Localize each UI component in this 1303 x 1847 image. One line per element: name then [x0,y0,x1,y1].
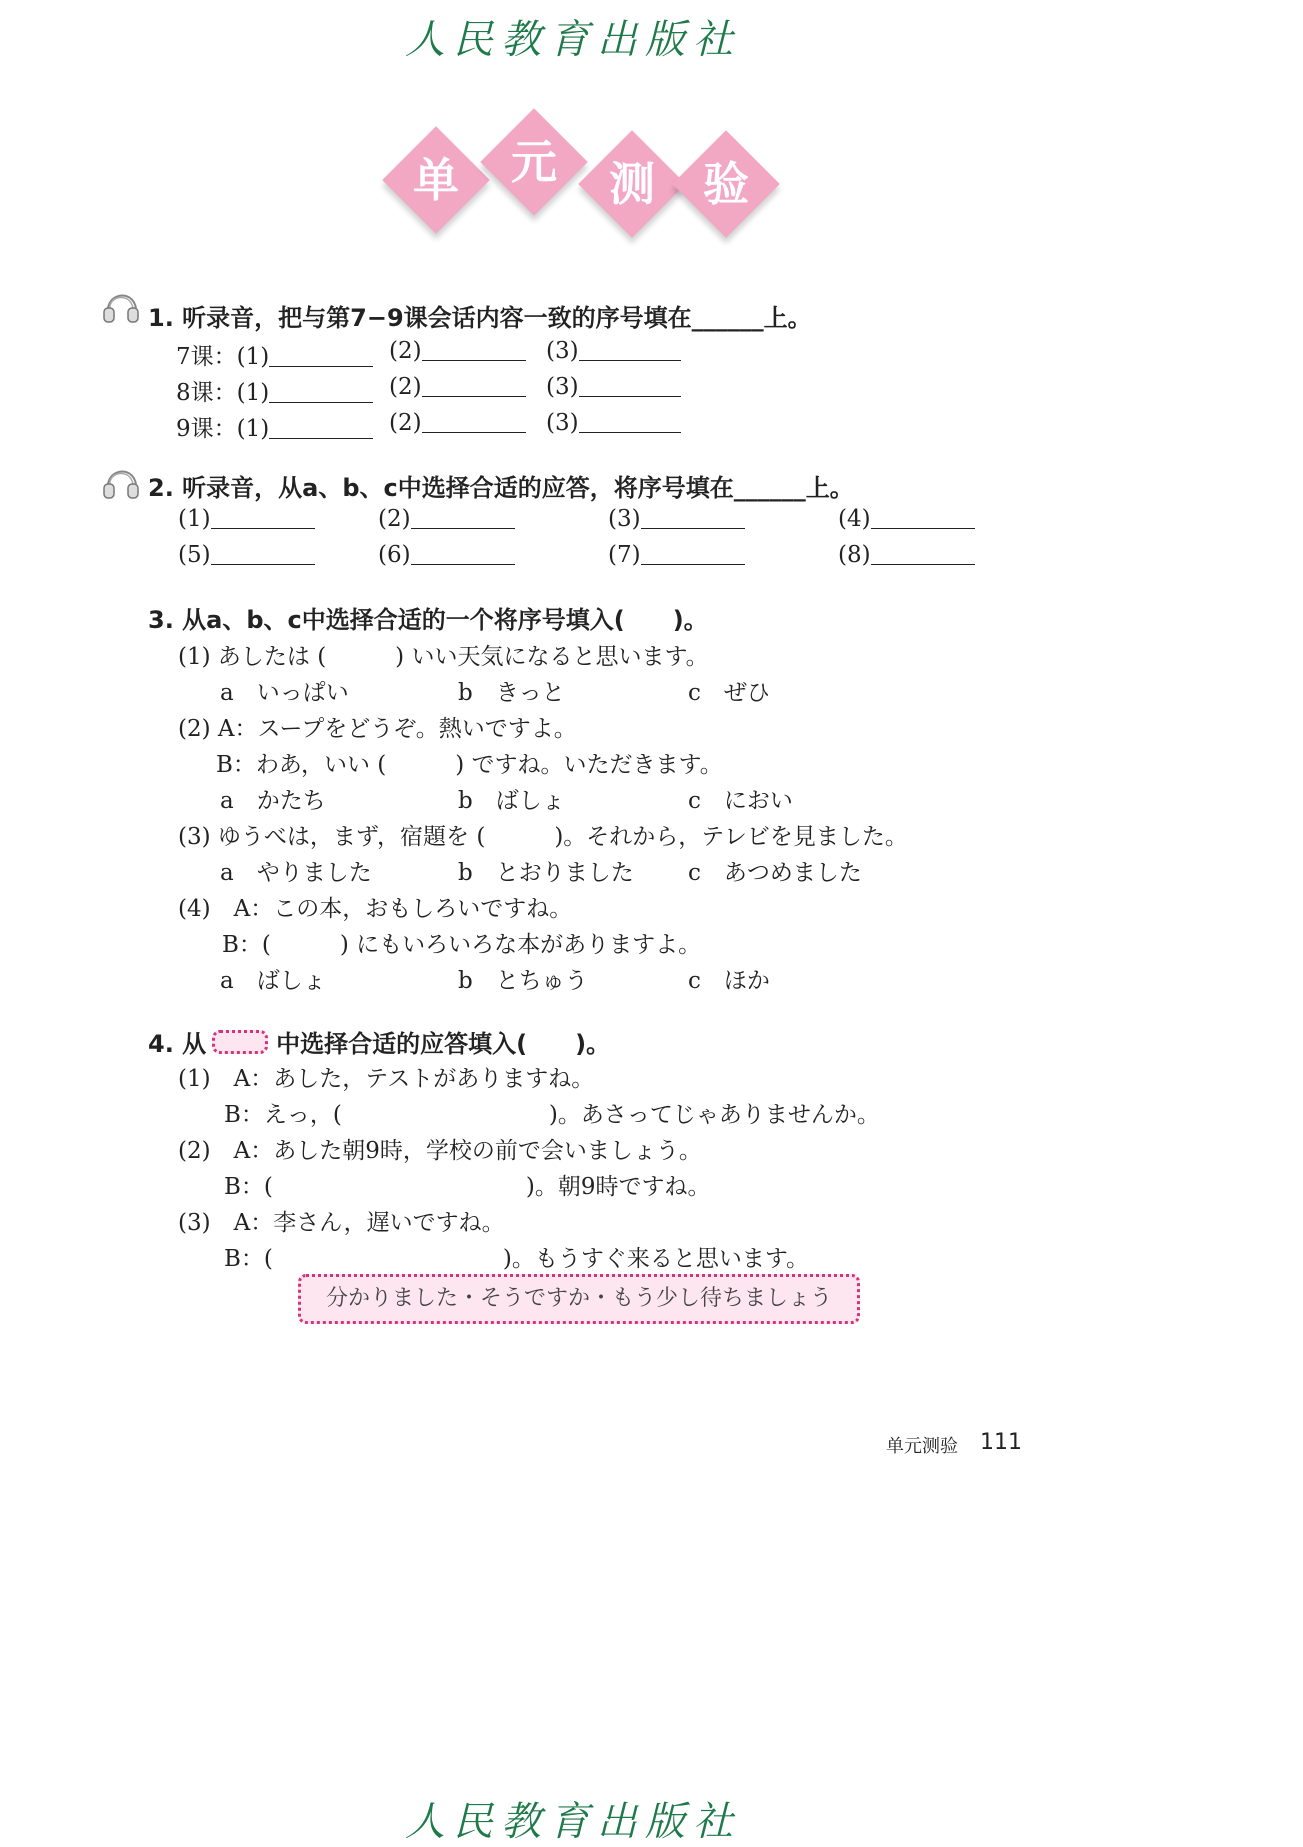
answer-blank[interactable] [579,338,681,361]
q4-dialogue-3a: (3) A：李さん，遅いですね。 [178,1210,505,1236]
q2-item-8 [838,542,975,568]
q1-row-8-item-2 [389,374,526,400]
q2-item-1 [178,506,315,532]
q4-dialogue-2a: (2) A：あした朝9時，学校の前で会いましょう。 [178,1138,702,1164]
title-char: 单 [413,153,459,207]
item-label: (2) [378,506,411,532]
option-a[interactable]: a かたち [220,788,326,814]
item-label: (3) [608,506,641,532]
choices-text: 分かりました・そうですか・もう少し待ちましょう [325,1286,832,1311]
item-label: (2) [389,374,422,400]
headphones-icon [102,462,142,504]
q2-item-4 [838,506,975,532]
publisher-header: 人民教育出版社 [405,17,741,63]
q1-row-9 [176,410,373,443]
q3-sentence-2b: B：わあ，いい ( ) ですね。いただきます。 [216,752,723,778]
option-a[interactable]: a いっぱい [220,680,349,706]
answer-blank[interactable] [422,338,526,361]
q3-sentence-2a: (2) A：スープをどうぞ。熱いですよ。 [178,716,577,742]
answer-blank[interactable] [211,542,315,565]
answer-blank[interactable] [871,506,975,529]
option-a[interactable]: a ばしょ [220,968,326,994]
lesson-label: 7课： [176,344,237,370]
item-label: (7) [608,542,641,568]
answer-blank[interactable] [579,374,681,397]
lesson-label: 8课： [176,380,237,406]
item-label: (1) [178,506,211,532]
answer-blank[interactable] [422,410,526,433]
item-label: (1) [236,380,270,406]
q3-sentence-1: (1) あしたは ( ) いい天気になると思います。 [178,644,709,670]
q3-sentence-4b: B：( ) にもいろいろな本がありますよ。 [222,932,702,958]
item-label: (1) [236,416,270,442]
item-label: (5) [178,542,211,568]
title-char: 验 [703,157,749,211]
answer-blank[interactable] [579,410,681,433]
q4-label-post: 中选择合适的应答填入( )。 [276,1030,611,1058]
choice-box-marker [212,1030,268,1054]
item-label: (1) [236,344,270,370]
q2-item-6 [378,542,515,568]
title-diamond-2 [484,112,584,212]
q1-row-8 [176,374,373,407]
option-c[interactable]: c ぜひ [688,680,770,706]
title-diamond-1 [386,130,486,230]
title-char: 测 [609,157,655,211]
q3-sentence-4a: (4) A：この本，おもしろいですね。 [178,896,573,922]
answer-blank[interactable] [269,344,373,367]
question-3-label: 3. 从a、b、c中选择合适的一个将序号填入( )。 [148,606,708,634]
q4-dialogue-3b: B：( )。もうすぐ来ると思います。 [224,1246,810,1272]
option-a[interactable]: a やりました [220,860,372,886]
q1-row-7-item-2 [389,338,526,364]
question-1-label: 1. 听录音，把与第7−9课会话内容一致的序号填在______上。 [148,304,812,332]
answer-blank[interactable] [871,542,975,565]
q3-sentence-3: (3) ゆうべは，まず，宿題を ( )。それから，テレビを見ました。 [178,824,908,850]
choices-box [298,1274,860,1324]
q1-row-8-item-3 [546,374,681,400]
option-b[interactable]: b とちゅう [458,968,588,994]
q4-dialogue-1a: (1) A：あした，テストがありますね。 [178,1066,595,1092]
item-label: (3) [546,410,579,436]
q4-dialogue-2b: B：( )。朝9時ですね。 [224,1174,711,1200]
q2-item-2 [378,506,515,532]
question-4-label [148,1024,610,1059]
answer-blank[interactable] [641,506,745,529]
page-number: 111 [980,1430,1022,1455]
item-label: (8) [838,542,871,568]
option-c[interactable]: c におい [688,788,793,814]
option-b[interactable]: b とおりました [458,860,634,886]
headphones-icon [102,286,142,328]
item-label: (3) [546,338,579,364]
title-diamond-3 [582,134,682,234]
q2-item-3 [608,506,745,532]
answer-blank[interactable] [422,374,526,397]
option-c[interactable]: c ほか [688,968,770,994]
q1-row-7 [176,338,373,371]
item-label: (2) [389,338,422,364]
option-b[interactable]: b ばしょ [458,788,565,814]
answer-blank[interactable] [411,506,515,529]
footer-section: 单元测验 [886,1436,958,1457]
q2-item-5 [178,542,315,568]
item-label: (4) [838,506,871,532]
item-label: (2) [389,410,422,436]
publisher-footer: 人民教育出版社 [405,1799,741,1845]
item-label: (6) [378,542,411,568]
answer-blank[interactable] [269,380,373,403]
question-2-label: 2. 听录音，从a、b、c中选择合适的应答，将序号填在______上。 [148,474,854,502]
answer-blank[interactable] [269,416,373,439]
q2-item-7 [608,542,745,568]
answer-blank[interactable] [411,542,515,565]
item-label: (3) [546,374,579,400]
title-diamond-4 [676,134,776,234]
q1-row-9-item-3 [546,410,681,436]
q1-row-7-item-3 [546,338,681,364]
lesson-label: 9课： [176,416,237,442]
q4-dialogue-1b: B：えっ，( )。あさってじゃありませんか。 [224,1102,880,1128]
answer-blank[interactable] [641,542,745,565]
title-char: 元 [511,135,557,189]
answer-blank[interactable] [211,506,315,529]
q4-label-pre: 4. 从 [148,1030,207,1058]
q1-row-9-item-2 [389,410,526,436]
option-c[interactable]: c あつめました [688,860,862,886]
option-b[interactable]: b きっと [458,680,565,706]
